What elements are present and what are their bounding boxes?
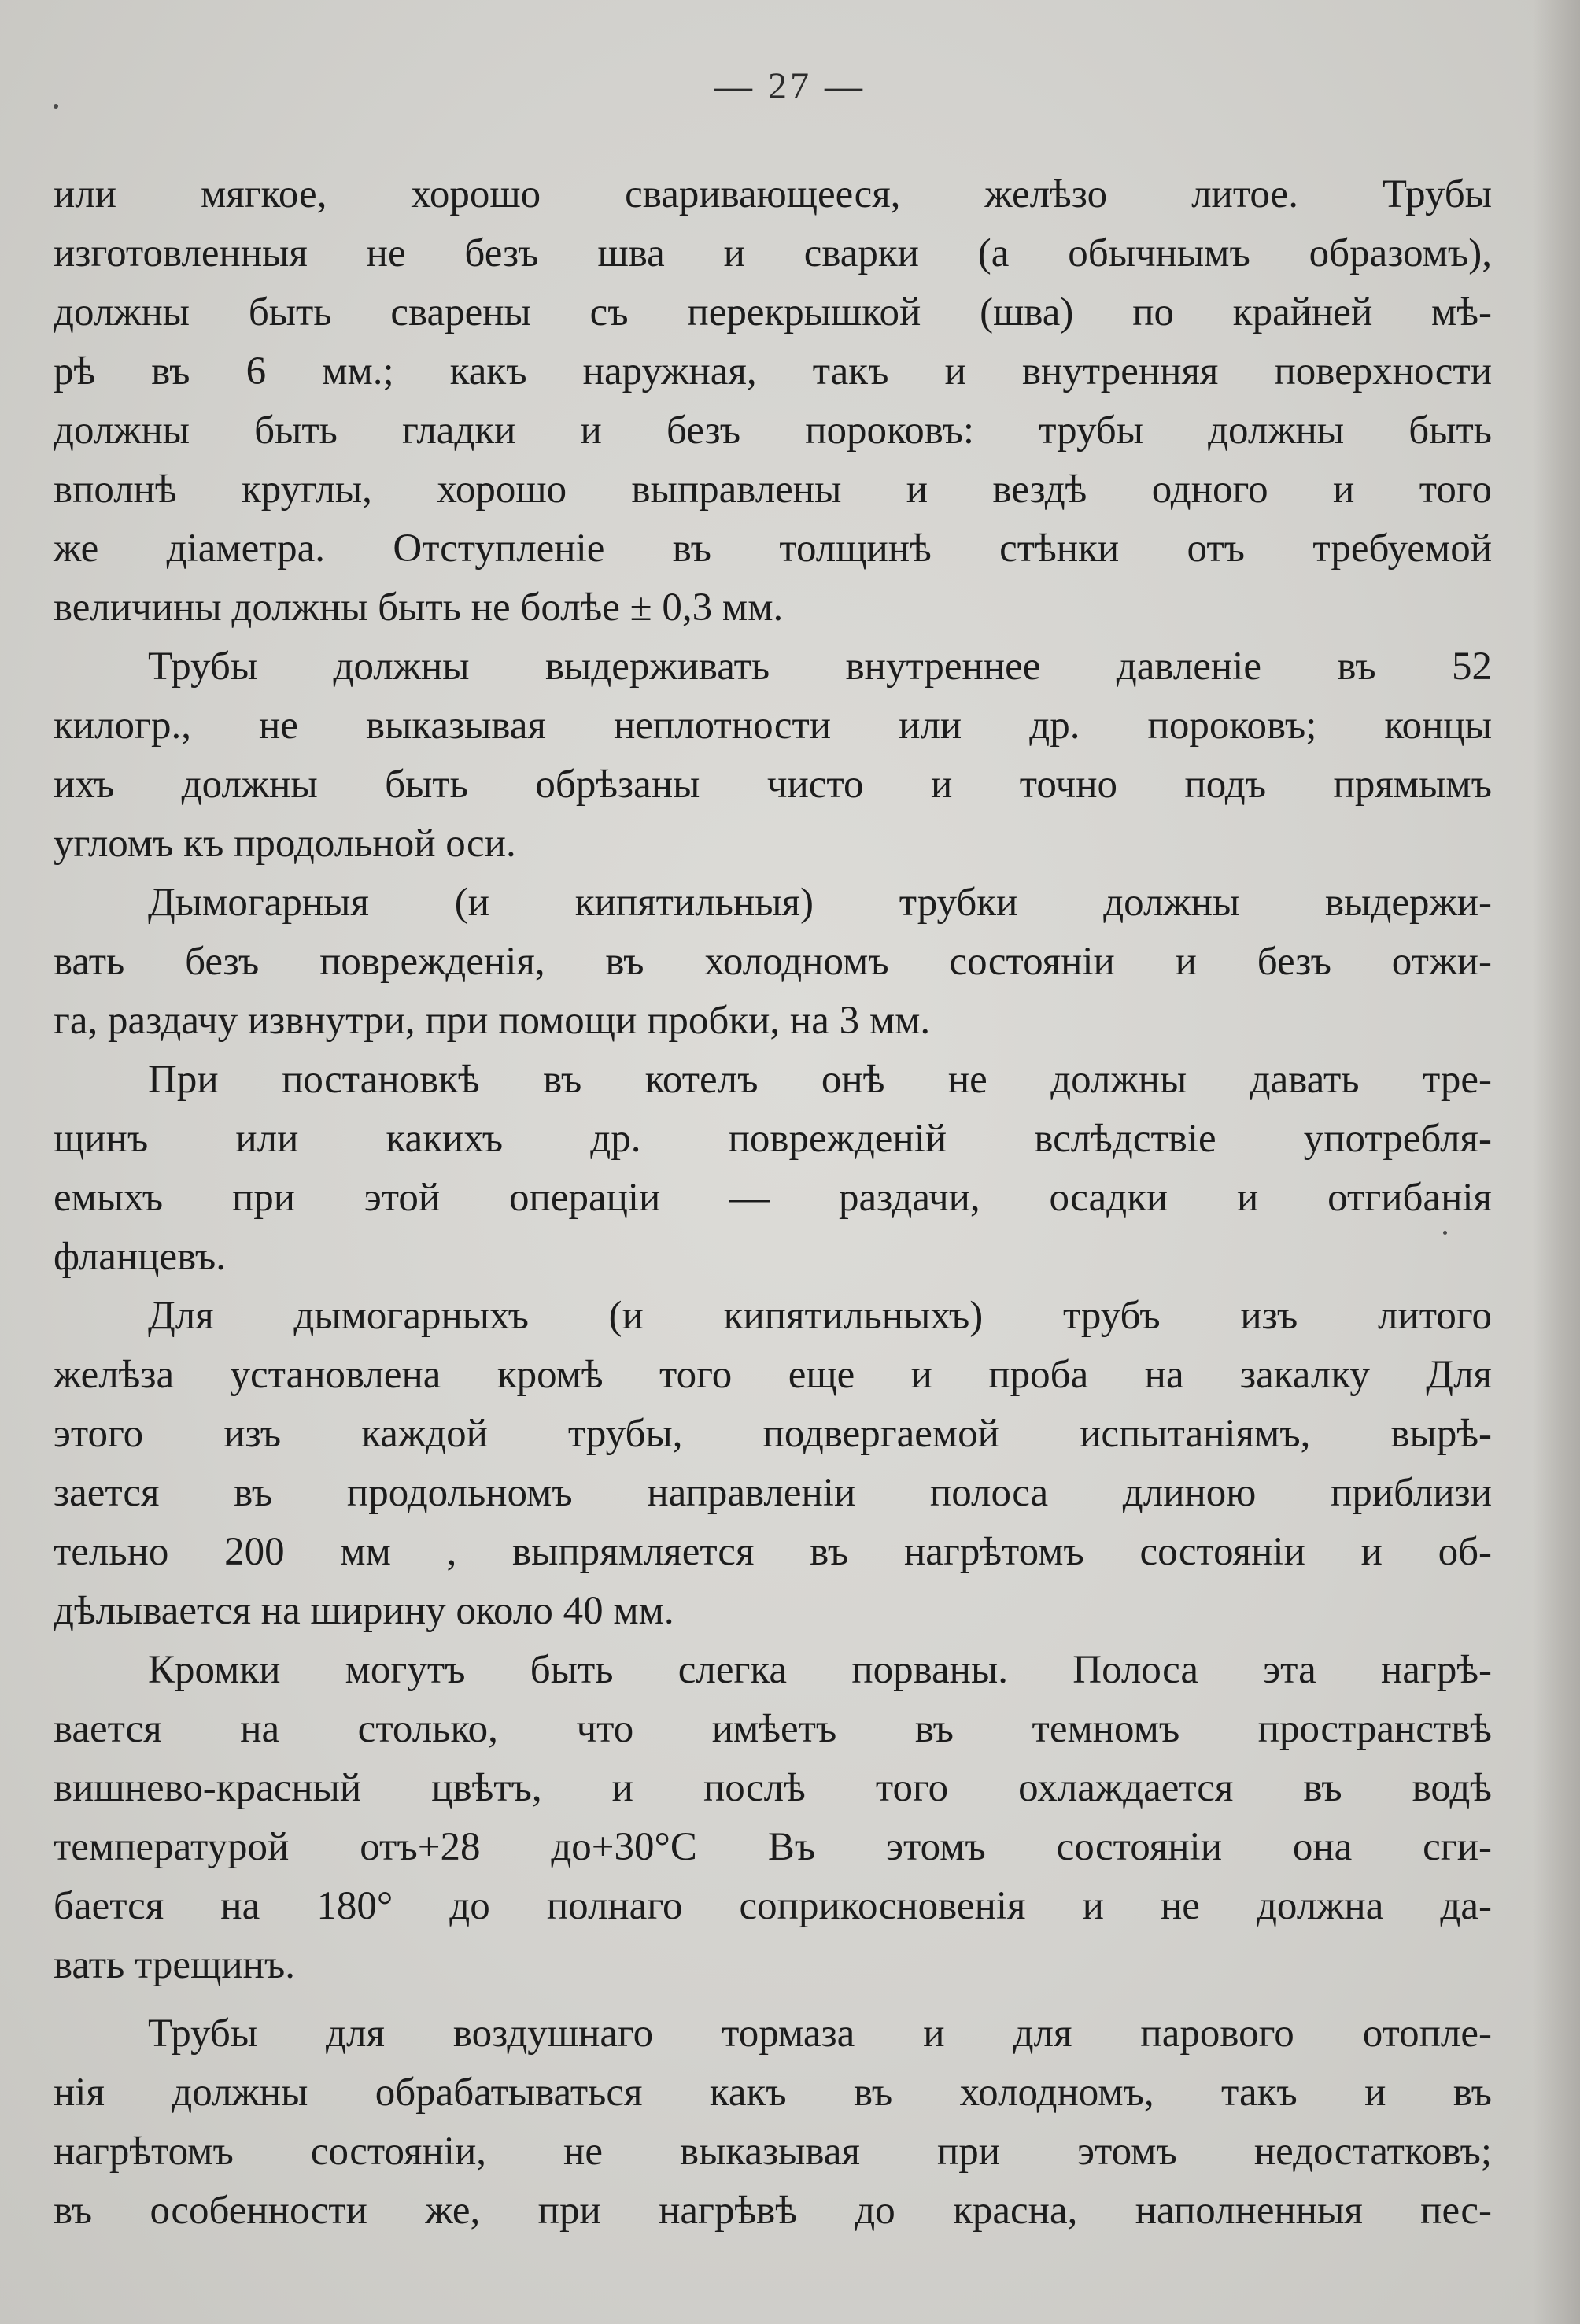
text-line: вать безъ поврежденія, въ холодномъ состояніи и безъ отжи- xyxy=(54,940,1492,984)
text-line: должны быть сварены съ перекрышкой (шва) по крайней мѣ- xyxy=(54,290,1492,334)
text-line: щинъ или какихъ др. поврежденій вслѣдствіе употребля- xyxy=(54,1117,1492,1161)
text-line: желѣза установлена кромѣ того еще и проба на закалку Для xyxy=(54,1353,1492,1397)
text-line: вишнево-красный цвѣтъ, и послѣ того охлаждается въ водѣ xyxy=(54,1766,1492,1810)
text-line: должны быть гладки и безъ пороковъ: трубы должны быть xyxy=(54,408,1492,453)
page-edge-shadow xyxy=(1533,0,1580,2324)
text-line: При постановкѣ въ котелъ онѣ не должны давать тре- xyxy=(148,1058,1492,1102)
paragraph xyxy=(54,1641,1492,1995)
page-number: — 27 — xyxy=(714,65,866,107)
text-line: Трубы для воздушнаго тормаза и для парового отопле- xyxy=(148,2012,1492,2056)
text-line: изготовленныя не безъ шва и сварки (а обычнымъ образомъ), xyxy=(54,231,1492,275)
text-line: этого изъ каждой трубы, подвергаемой испытаніямъ, вырѣ- xyxy=(54,1412,1492,1456)
text-line: Дымогарныя (и кипятильныя) трубки должны выдержи- xyxy=(148,881,1492,925)
body-text xyxy=(54,165,1492,2241)
text-line: рѣ въ 6 мм.; какъ наружная, такъ и внутренняя поверхности xyxy=(54,349,1492,393)
text-line: же діаметра. Отступленіе въ толщинѣ стѣнки отъ требуемой xyxy=(54,527,1492,571)
text-line: въ особенности же, при нагрѣвѣ до красна, наполненныя пес- xyxy=(54,2189,1492,2233)
paragraph xyxy=(54,2004,1492,2241)
text-line: угломъ къ продольной оси. xyxy=(54,822,516,866)
text-line: га, раздачу извнутри, при помощи пробки, на 3 мм. xyxy=(54,999,931,1043)
text-line: величины должны быть не болѣе ± 0,3 мм. xyxy=(54,586,784,630)
text-line: Для дымогарныхъ (и кипятильныхъ) трубъ изъ литого xyxy=(148,1294,1492,1338)
text-line: нія должны обрабатываться какъ въ холодномъ, такъ и въ xyxy=(54,2071,1492,2115)
text-line: килогр., не выказывая неплотности или др. пороковъ; концы xyxy=(54,704,1492,748)
text-line: дѣлывается на ширину около 40 мм. xyxy=(54,1589,674,1633)
text-line: температурой отъ+28 до+30°С Въ этомъ состояніи она сги- xyxy=(54,1825,1492,1869)
text-line: или мягкое, хорошо сваривающееся, желѣзо литое. Трубы xyxy=(54,172,1492,216)
paragraph-gap xyxy=(54,1995,1492,2004)
text-line: ихъ должны быть обрѣзаны чисто и точно подъ прямымъ xyxy=(54,763,1492,807)
text-line: вполнѣ круглы, хорошо выправлены и вездѣ одного и того xyxy=(54,467,1492,512)
text-line: вать трещинъ. xyxy=(54,1943,296,1987)
text-line: фланцевъ. xyxy=(54,1235,227,1279)
text-line: Кромки могутъ быть слегка порваны. Полоса эта нагрѣ- xyxy=(148,1648,1492,1692)
paragraph xyxy=(54,637,1492,874)
text-line: зается въ продольномъ направленіи полоса длиною приблизи xyxy=(54,1471,1492,1515)
paragraph xyxy=(54,1051,1492,1287)
text-line: бается на 180° до полнаго соприкосновенія и не должна да- xyxy=(54,1884,1492,1928)
text-line: нагрѣтомъ состояніи, не выказывая при этомъ недостатковъ; xyxy=(54,2130,1492,2174)
text-line: вается на столько, что имѣетъ въ темномъ пространствѣ xyxy=(54,1707,1492,1751)
text-line: тельно 200 мм , выпрямляется въ нагрѣтомъ состояніи и об- xyxy=(54,1530,1492,1574)
paragraph xyxy=(54,874,1492,1051)
paragraph xyxy=(54,165,1492,637)
text-line: емыхъ при этой операціи — раздачи, осадки и отгибанія xyxy=(54,1176,1492,1220)
paragraph xyxy=(54,1287,1492,1641)
text-line: Трубы должны выдерживать внутреннее давленіе въ 52 xyxy=(148,645,1492,689)
